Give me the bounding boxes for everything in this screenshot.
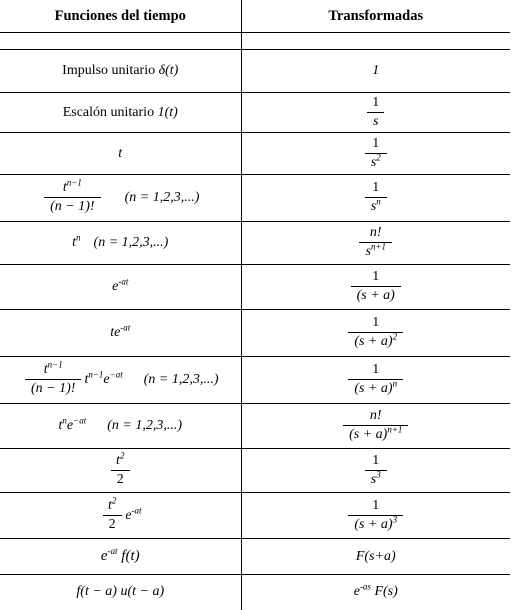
time-function-cell: $\frac{t^2}{2}$ $e^{-at}$ [0, 493, 241, 539]
transform-cell [241, 50, 510, 93]
time-function-cell: $t^ne^{-at}$ (n = 1,2,3,...) [0, 404, 241, 449]
condition: (n = 1,2,3,...) [124, 190, 200, 206]
table-row [0, 449, 510, 493]
transform-cell [241, 93, 510, 133]
table-row [0, 50, 510, 93]
table-row [0, 357, 510, 404]
function-symbol: δ(t) [158, 63, 179, 78]
time-function-cell: $\frac{t^2}{2}$ [0, 449, 241, 493]
transform-cell: $\frac{n!}{(s + a)^{n+1}}$ [241, 404, 510, 449]
function-fraction: $\frac{t^{n-1}}{(n - 1)!}$ [44, 181, 100, 214]
time-function-cell [0, 175, 241, 222]
transform-cell: $\frac{1}{(s + a)}$ [241, 265, 510, 310]
transform-value: 1 [372, 63, 380, 78]
header-transforms: Transformadas [241, 0, 510, 33]
table-row [0, 265, 510, 310]
table-row [0, 222, 510, 265]
table-row [0, 575, 510, 610]
transform-cell: $\frac{1}{s^n}$ [241, 175, 510, 222]
transform-cell: $\frac{1}{s^3}$ [241, 449, 510, 493]
transform-cell: $e^{-as}$ F(s) [353, 581, 398, 600]
transform-cell: $\frac{1}{(s + a)^2}$ [241, 310, 510, 357]
transform-cell: $\frac{1}{(s + a)^n}$ [241, 357, 510, 404]
function-name: Impulso unitario [62, 63, 156, 78]
transform-cell: $\frac{n!}{s^{n+1}}$ [241, 222, 510, 265]
header-time-functions: Funciones del tiempo [0, 0, 241, 33]
header-row [0, 0, 510, 33]
table-row [0, 539, 510, 575]
time-function-cell: f(t − a) u(t − a) [0, 575, 241, 610]
condition: (n = 1,2,3,...) [93, 235, 169, 250]
table-row [0, 493, 510, 539]
transform-cell: F(s+a) [241, 539, 510, 575]
time-function-cell: $t^n$ (n = 1,2,3,...) [0, 222, 241, 265]
transform-cell [241, 133, 510, 175]
function-name: Escalón unitario [62, 104, 155, 120]
transform-fraction: $\frac{1}{s^2}$ [365, 137, 387, 170]
table-row [0, 175, 510, 222]
table-row [0, 93, 510, 133]
time-function-cell [0, 50, 241, 93]
time-function-cell: t [0, 133, 241, 175]
time-function-cell: $e^{-at}$ [0, 265, 241, 310]
condition: (n = 1,2,3,...) [107, 418, 182, 433]
function-symbol: 1(t) [157, 104, 178, 120]
time-function-cell: $te^{-at}$ [0, 310, 241, 357]
condition: (n = 1,2,3,...) [143, 372, 219, 388]
table-row [0, 310, 510, 357]
transform-fraction: $\frac{1}{s}$ [366, 96, 385, 129]
time-function-cell: $e^{-at}$ f(t) [0, 539, 241, 575]
time-function-cell [0, 93, 241, 133]
table-row [0, 404, 510, 449]
time-function-cell: $\frac{t^{n-1}}{(n - 1)!}$ $t^{n-1}e^{-at}$ (n = 1,2,3,...) [0, 357, 241, 404]
spacer-row [0, 33, 510, 50]
transform-cell: $\frac{1}{(s + a)^3}$ [241, 493, 510, 539]
table-row [0, 133, 510, 175]
